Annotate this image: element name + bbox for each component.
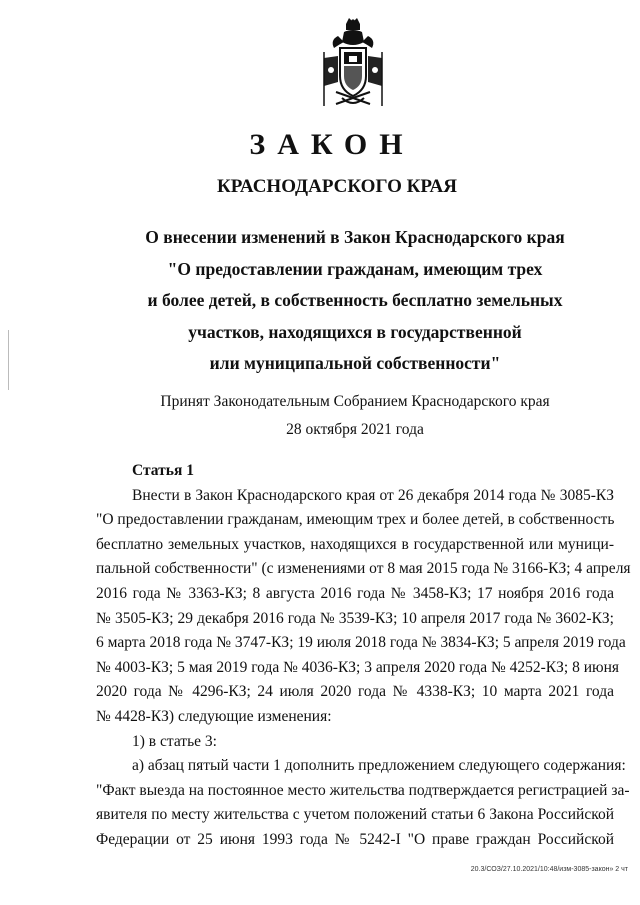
article-line: № 3505-КЗ; 29 декабря 2016 года № 3539-КЗ; 10 апреля 2017 года № 3602-КЗ; [96, 609, 614, 627]
scan-margin-mark [8, 330, 9, 390]
article-line: 2020 года № 4296-КЗ; 24 июля 2020 года № 4338-КЗ; 10 марта 2021 года [96, 683, 614, 701]
article-line: "О предоставлении гражданам, имеющим трех и более детей, в собственность [96, 511, 615, 529]
law-subject [100, 222, 610, 380]
article-line: 2016 года № 3363-КЗ; 8 августа 2016 года № 3458-КЗ; 17 ноября 2016 года [96, 584, 614, 602]
article-heading: Статья 1 [132, 462, 194, 479]
article-line: 1) в статье 3: [132, 732, 217, 750]
article-line: 6 марта 2018 года № 3747-КЗ; 19 июля 2018 года № 3834-КЗ; 5 апреля 2019 года [96, 634, 626, 652]
article-line: "Факт выезда на постоянное место жительства подтверждается регистрацией за- [96, 781, 630, 799]
article-line: № 4428-КЗ) следующие изменения: [96, 707, 332, 725]
article-body [96, 459, 631, 853]
krasnodar-coat-of-arms-icon [316, 18, 390, 110]
subject-line: или муниципальной собственности" [209, 353, 501, 373]
document-footer-code: 20.3/СОЗ/27.10.2021/10:48/изм-3085-закон» 2 чт [470, 866, 628, 873]
subject-line: и более детей, в собственность бесплатно земельных [147, 290, 563, 310]
adoption-note [100, 388, 610, 444]
article-line: а) абзац пятый части 1 дополнить предложением следующего содержания: [132, 757, 626, 775]
subject-line: "О предоставлении гражданам, имеющим трех [167, 258, 543, 279]
article-line: Федерации от 25 июня 1993 года № 5242-I "О праве граждан Российской [96, 830, 614, 848]
region-title: КРАСНОДАРСКОГО КРАЯ [216, 176, 458, 197]
article-line: Внести в Закон Краснодарского края от 26 декабря 2014 года № 3085-КЗ [132, 486, 614, 504]
subject-line: участков, находящихся в государственной [188, 321, 522, 342]
law-title: ЗАКОН [249, 128, 415, 161]
article-line: бесплатно земельных участков, находящихся в государственной или муници- [96, 535, 614, 553]
article-line: явителя по месту жительства с учетом положений статьи 6 Закона Российской [96, 806, 614, 824]
adoption-date: 28 октября 2021 года [286, 421, 424, 438]
subject-line: О внесении изменений в Закон Краснодарского края [145, 227, 565, 247]
adoption-line: Принят Законодательным Собранием Краснодарского края [160, 393, 550, 410]
article-line: № 4003-КЗ; 5 мая 2019 года № 4036-КЗ; 3 апреля 2020 года № 4252-КЗ; 8 июня [96, 658, 620, 676]
article-line: пальной собственности" (с изменениями от 8 мая 2015 года № 3166-КЗ; 4 апреля [96, 560, 631, 578]
